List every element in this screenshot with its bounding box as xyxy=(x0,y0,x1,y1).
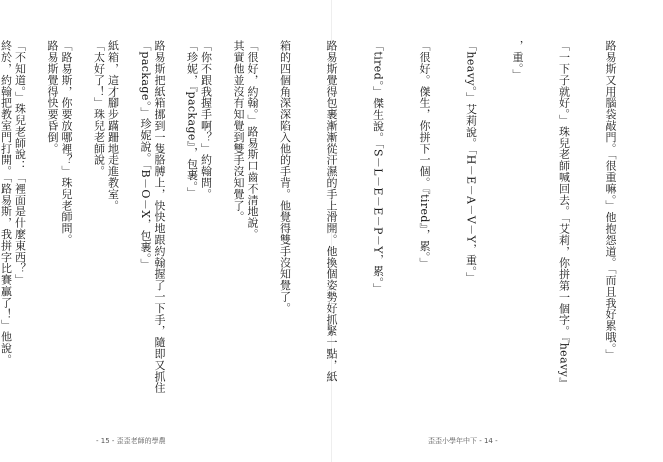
text-column: 箱的四個角深深陷入他的手背。他覺得雙手沒知覺了。 xyxy=(278,40,292,314)
text-column: 「你不跟我握手啊？」約翰問。 xyxy=(199,40,213,200)
text-column: 「很好，約翰。」路易斯口齒不清地說。 xyxy=(246,40,259,240)
text-column: 「很好。傑生，你拼下一個。『tired』，累。」 xyxy=(418,40,431,269)
text-column: 「tired。」傑生說。「S－L－E－E－P－Y，累。」 xyxy=(371,40,385,295)
text-column: 路易斯把紙箱挪到一隻胳膊上，快快地跟約翰握了一下手，隨即又抓住 xyxy=(153,40,166,394)
text-column: 路易斯覺得快要昏倒。 xyxy=(46,40,59,154)
right-page-footer: 歪歪小學年中下 - 14 - xyxy=(428,437,498,445)
text-column: 「不知道。」珠兒老師說：「裡面是什麼東西？」 xyxy=(13,40,27,286)
text-column: 其實他並沒有知覺到雙手沒知覺了。 xyxy=(232,40,245,223)
left-page-footer: - 15 - 歪歪老師的學農 xyxy=(96,437,166,445)
text-column: 「珍妮，『package』，包裹。」 xyxy=(185,40,199,199)
text-column: 「heavy。」艾莉說。「H－E－A－V－Y，重。」 xyxy=(464,40,478,284)
text-column: 紙箱，這才腳步蹣跚地走進教室。 xyxy=(106,40,120,211)
text-column: 「路易斯，你要放哪裡？」珠兒老師問。 xyxy=(60,40,73,246)
text-column: 終於，約翰把教室門打開。「路易斯，我拼字比賽贏了！」他說。 xyxy=(0,40,13,366)
text-column: 「一下子就好。」珠兒老師喊回去。「艾莉，你拼第一個字。『heavy』 xyxy=(557,40,571,389)
text-column: 路易斯覺得包裹漸漸從汗濕的手上滑開。他換個姿勢好抓緊一點，紙 xyxy=(325,40,338,382)
text-column: 「package。」珍妮說。「B－O－X，包裹。」 xyxy=(139,40,152,270)
text-column: 路易斯又用腦袋敲門。「很重嘛。」他抱怨道。「而且我好累哦。」 xyxy=(604,40,617,360)
text-column: 「太好了！」珠兒老師說。 xyxy=(92,40,106,177)
text-column: ，重。」 xyxy=(511,40,524,81)
